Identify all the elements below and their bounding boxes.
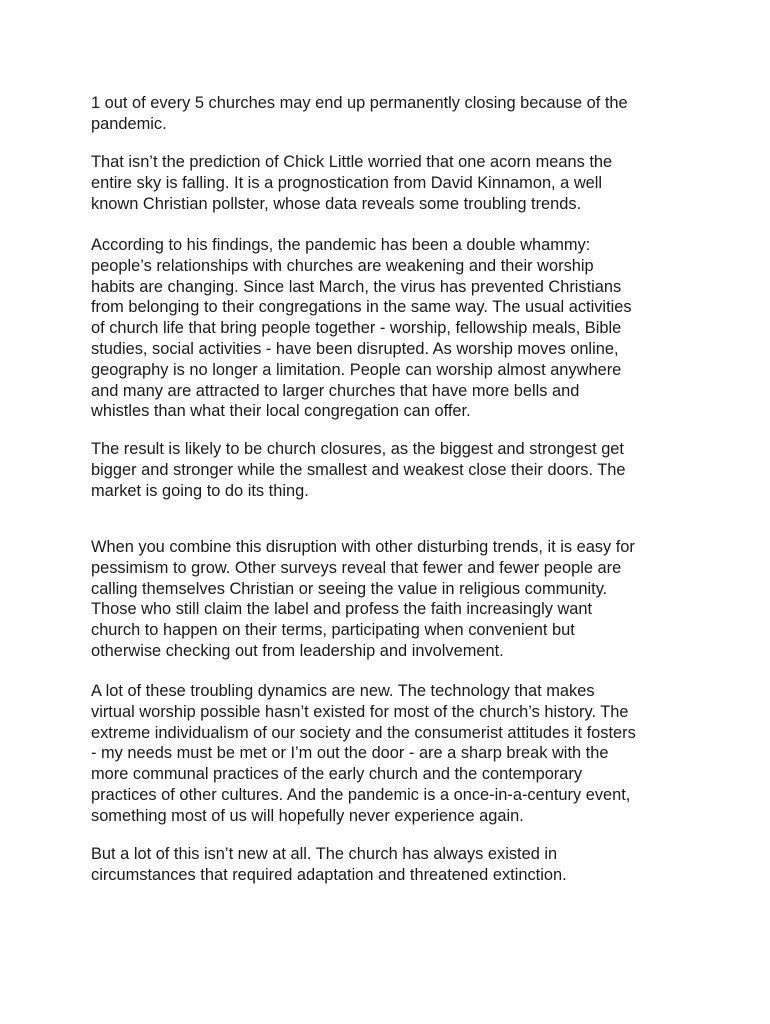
text-line: of church life that bring people together - worship, fellowship meals, Bible [91, 319, 622, 338]
paragraph-findings [91, 235, 632, 422]
paragraph-dynamics [91, 681, 636, 827]
text-line: calling themselves Christian or seeing the value in religious community. [91, 579, 608, 598]
text-line: - my needs must be met or I’m out the door - are a sharp break with the [91, 744, 609, 763]
text-line: circumstances that required adaptation and threatened extinction. [91, 865, 567, 884]
text-line: pessimism to grow. Other surveys reveal that fewer and fewer people are [91, 558, 622, 577]
paragraph-conclusion [91, 844, 567, 886]
text-line: more communal practices of the early church and the contemporary [91, 765, 583, 784]
text-line: practices of other cultures. And the pandemic is a once-in-a-century event, [91, 785, 631, 804]
text-line: from belonging to their congregations in the same way. The usual activities [91, 298, 632, 317]
text-line: and many are attracted to larger churches that have more bells and [91, 381, 580, 400]
text-line: pandemic. [91, 114, 167, 133]
text-line: The result is likely to be church closures, as the biggest and strongest get [91, 440, 624, 458]
text-line: Those who still claim the label and profess the faith increasingly want [91, 600, 593, 619]
text-line: But a lot of this isn’t new at all. The church has always existed in [91, 845, 558, 863]
paragraph-pessimism [91, 537, 635, 662]
text-line: whistles than what their local congregation can offer. [91, 402, 471, 421]
text-line: When you combine this disruption with other disturbing trends, it is easy for [91, 538, 635, 556]
text-line: church to happen on their terms, participating when convenient but [91, 621, 575, 640]
paragraph-prediction [91, 152, 612, 214]
text-line: 1 out of every 5 churches may end up permanently closing because of the [91, 94, 628, 112]
paragraph-statistic [91, 93, 628, 135]
text-line: entire sky is falling. It is a prognostication from David Kinnamon, a well [91, 173, 603, 192]
text-line: geography is no longer a limitation. People can worship almost anywhere [91, 360, 622, 379]
text-line: That isn’t the prediction of Chick Little worried that one acorn means the [91, 153, 613, 171]
paragraph-closures [91, 439, 626, 501]
text-line: A lot of these troubling dynamics are new. The technology that makes [91, 682, 595, 700]
text-line: habits are changing. Since last March, the virus has prevented Christians [91, 277, 622, 296]
text-line: something most of us will hopefully never experience again. [91, 806, 524, 825]
text-line: known Christian pollster, whose data reveals some troubling trends. [91, 194, 582, 213]
text-line: studies, social activities - have been disrupted. As worship moves online, [91, 339, 619, 358]
text-line: bigger and stronger while the smallest and weakest close their doors. The [91, 460, 626, 479]
text-line: extreme individualism of our society and the consumerist attitudes it fosters [91, 723, 636, 742]
text-line: market is going to do its thing. [91, 481, 309, 500]
text-line: According to his findings, the pandemic has been a double whammy: [91, 236, 591, 254]
text-line: people’s relationships with churches are weakening and their worship [91, 256, 594, 275]
text-line: otherwise checking out from leadership and involvement. [91, 641, 504, 660]
text-line: virtual worship possible hasn’t existed for most of the church’s history. The [91, 702, 629, 721]
